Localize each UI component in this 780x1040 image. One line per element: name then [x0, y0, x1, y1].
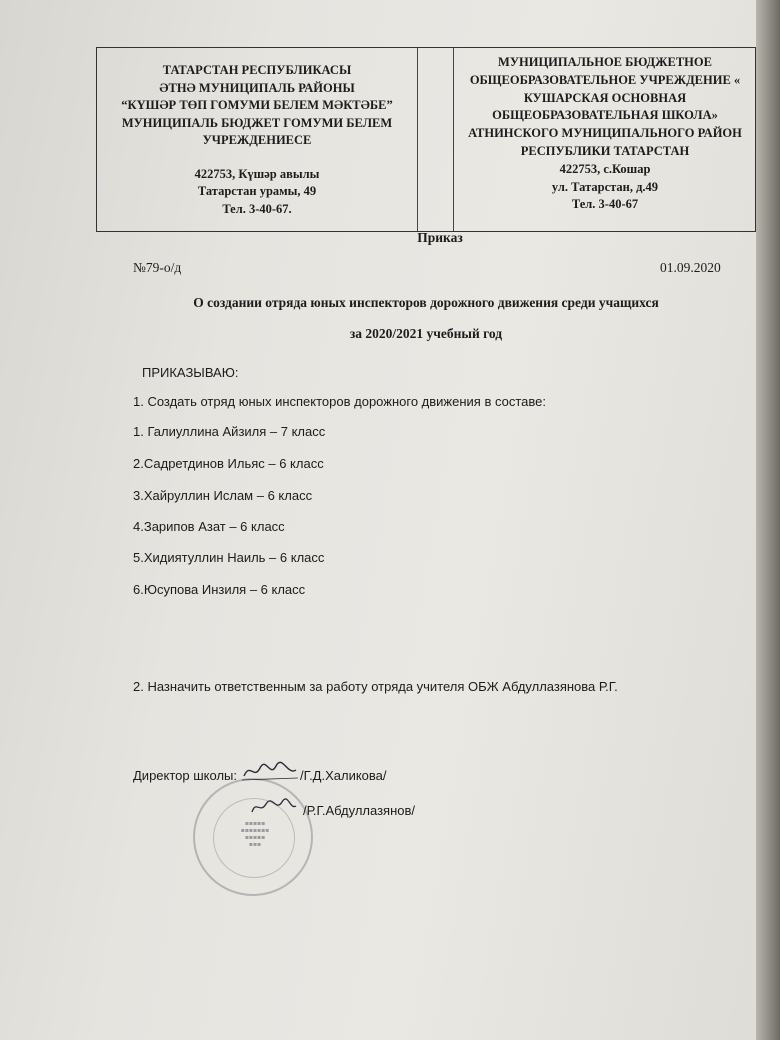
member-item: 2.Садретдинов Ильяс – 6 класс — [133, 456, 324, 471]
order-item-2: 2. Назначить ответственным за работу отряда учителя ОБЖ Абдуллазянова Р.Г. — [133, 679, 618, 694]
second-name: /Р.Г.Абдуллазянов/ — [303, 803, 416, 818]
letterhead — [96, 47, 756, 232]
member-item: 3.Хайруллин Ислам – 6 класс — [133, 488, 313, 503]
address-line: Тел. 3-40-67 — [571, 197, 639, 212]
letterhead-line: МУНИЦИПАЛЬНОЕ БЮДЖЕТНОЕ — [498, 55, 712, 69]
document-type: Приказ — [417, 230, 463, 245]
letterhead-address — [97, 166, 417, 219]
order-date: 01.09.2020 — [660, 260, 721, 275]
letterhead-divider — [417, 48, 418, 231]
letterhead-line: КУШАРСКАЯ ОСНОВНАЯ — [523, 90, 687, 105]
letterhead-line: МУНИЦИПАЛЬ БЮДЖЕТ ГОМУМИ БЕЛЕМ — [121, 115, 393, 130]
director-name: /Г.Д.Халикова/ — [300, 768, 387, 783]
address-line: Тел. 3-40-67. — [222, 201, 292, 216]
letterhead-line: АТНИНСКОГО МУНИЦИПАЛЬНОГО РАЙОН — [468, 126, 742, 141]
address-line: 422753, Күшәр авылы — [194, 166, 320, 181]
director-signature — [240, 760, 300, 784]
order-word: ПРИКАЗЫВАЮ: — [142, 365, 239, 380]
member-item: 6.Юсупова Инзиля – 6 класс — [133, 582, 306, 597]
letterhead-line: ОБЩЕОБРАЗОВАТЕЛЬНАЯ ШКОЛА» — [492, 108, 718, 123]
address-line: Татарстан урамы, 49 — [197, 184, 317, 198]
order-title-period: за 2020/2021 учебный год — [349, 326, 503, 341]
member-item: 4.Зарипов Азат – 6 класс — [133, 519, 285, 534]
letterhead-line: ӘТНӘ МУНИЦИПАЛЬ РАЙОНЫ — [159, 80, 355, 95]
order-title: О создании отряда юных инспекторов дорожного движения среди учащихся — [193, 295, 659, 310]
address-line: ул. Татарстан, д.49 — [551, 179, 659, 194]
letterhead-line: “КҮШӘР ТӨП ГОМУМИ БЕЛЕМ МӘКТӘБЕ” — [121, 98, 393, 112]
order-number: №79-о/д — [133, 260, 182, 275]
member-item: 5.Хидиятуллин Наиль – 6 класс — [133, 550, 325, 565]
letterhead-line: УЧРЕЖДЕНИЕСЕ — [202, 133, 312, 147]
letterhead-russian — [453, 48, 757, 231]
letterhead-tatar — [97, 48, 417, 231]
letterhead-line: РЕСПУБЛИКИ ТАТАРСТАН — [520, 143, 690, 158]
page-edge-shadow — [756, 0, 780, 1040]
letterhead-line: ТАТАРСТАН РЕСПУБЛИКАСЫ — [162, 63, 352, 77]
second-signature — [248, 796, 298, 818]
member-item: 1. Галиуллина Айзиля – 7 класс — [133, 424, 326, 439]
stamp-text: ▪▪▪▪▪ ▪▪▪▪▪▪▪ ▪▪▪▪▪ ▪▪▪ — [240, 820, 270, 848]
letterhead-line: ОБЩЕОБРАЗОВАТЕЛЬНОЕ УЧРЕЖДЕНИЕ « — [469, 72, 741, 87]
director-label: Директор школы: — [133, 768, 237, 783]
order-item-1: 1. Создать отряд юных инспекторов дорожного движения в составе: — [133, 394, 546, 409]
address-line: 422753, с.Кошар — [559, 161, 651, 176]
